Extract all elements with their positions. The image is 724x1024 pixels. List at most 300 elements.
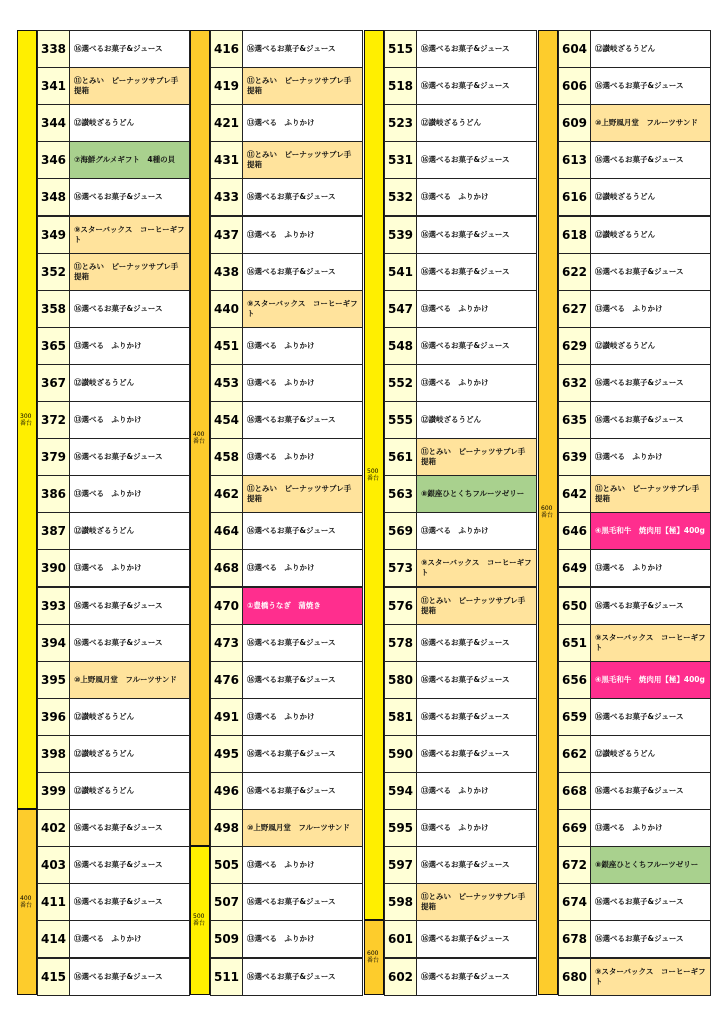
prize-name [243, 217, 362, 253]
prize-row [558, 512, 711, 550]
prize-row [558, 661, 711, 699]
ticket-number: 606 [559, 68, 591, 104]
prize-name [417, 254, 536, 290]
range-band [190, 30, 210, 846]
ticket-number: 650 [559, 588, 591, 624]
prize-name [70, 773, 189, 809]
prize-name [70, 365, 189, 401]
prize-row [37, 30, 190, 68]
ticket-number: 411 [38, 884, 70, 920]
ticket-number: 341 [38, 68, 70, 104]
ticket-number: 419 [211, 68, 243, 104]
prize-name-text: ⑯選べるお菓子&ジュース [247, 44, 336, 54]
prize-name [70, 179, 189, 215]
prize-row [384, 216, 537, 254]
ticket-number: 393 [38, 588, 70, 624]
prize-name [591, 402, 710, 438]
ticket-number: 464 [211, 513, 243, 549]
prize-row [37, 253, 190, 291]
prize-row [558, 958, 711, 996]
range-band-label: 300番台 [20, 412, 33, 427]
prize-name [243, 959, 362, 995]
prize-name-text: ⑪とみい ピーナッツサブレ手提箱 [247, 150, 352, 170]
prize-name-text: ⑬選べる ふりかけ [247, 229, 315, 239]
prize-row [384, 512, 537, 550]
prize-row [384, 290, 537, 328]
ticket-number: 604 [559, 31, 591, 67]
prize-row [210, 141, 363, 179]
prize-row [384, 178, 537, 216]
prize-row [210, 735, 363, 773]
ticket-number: 379 [38, 439, 70, 475]
prize-row [384, 920, 537, 958]
prize-name-text: ⑯選べるお菓子&ジュース [74, 637, 163, 647]
ticket-number: 548 [385, 328, 417, 364]
prize-name-text: ⑬選べる ふりかけ [74, 934, 142, 944]
prize-name-text: ⑪とみい ピーナッツサブレ手提箱 [247, 484, 352, 504]
prize-name [591, 142, 710, 178]
ticket-number: 563 [385, 476, 417, 512]
prize-name-text: ⑯選べるお菓子&ジュース [421, 748, 510, 758]
ticket-number: 674 [559, 884, 591, 920]
prize-name-text: ④黒毛和牛 焼肉用【極】400g [595, 526, 705, 536]
prize-row [384, 141, 537, 179]
ticket-number: 662 [559, 736, 591, 772]
ticket-number: 629 [559, 328, 591, 364]
prize-name [591, 699, 710, 735]
prize-name [417, 736, 536, 772]
prize-name [417, 402, 536, 438]
prize-name-text: ⑫讃岐ざるうどん [421, 118, 481, 128]
ticket-number: 491 [211, 699, 243, 735]
ticket-number: 581 [385, 699, 417, 735]
prize-name-text: ⑯選べるお菓子&ジュース [421, 860, 510, 870]
prize-name-text: ⑯選べるお菓子&ジュース [595, 897, 684, 907]
prize-name-text: ⑯選べるお菓子&ジュース [74, 192, 163, 202]
prize-name [70, 217, 189, 253]
prize-row [384, 104, 537, 142]
prize-row [558, 67, 711, 105]
prize-name [243, 736, 362, 772]
prize-name [417, 588, 536, 624]
prize-name [417, 810, 536, 846]
prize-row [210, 178, 363, 216]
ticket-number: 680 [559, 959, 591, 995]
prize-name-text: ⑨スターバックス コーヒーギフト [595, 632, 706, 652]
prize-name-text: ⑯選べるお菓子&ジュース [421, 155, 510, 165]
prize-name-text: ⑪とみい ピーナッツサブレ手提箱 [247, 76, 352, 96]
prize-name [417, 142, 536, 178]
prize-row [384, 846, 537, 884]
prize-name-text: ⑬選べる ふりかけ [74, 563, 142, 573]
ticket-number: 672 [559, 847, 591, 883]
ticket-number: 547 [385, 291, 417, 327]
prize-name-text: ⑯選べるお菓子&ジュース [247, 897, 336, 907]
prize-name [70, 662, 189, 698]
prize-name-text: ⑬選べる ふりかけ [421, 377, 489, 387]
prize-row [210, 661, 363, 699]
ticket-number: 421 [211, 105, 243, 141]
prize-name [591, 254, 710, 290]
prize-name-text: ⑯選べるお菓子&ジュース [247, 526, 336, 536]
prize-row [558, 772, 711, 810]
prize-row [210, 253, 363, 291]
prize-name-text: ⑬選べる ふりかけ [247, 711, 315, 721]
prize-name [70, 254, 189, 290]
prize-name-text: ⑫讃岐ざるうどん [421, 415, 481, 425]
prize-name [591, 291, 710, 327]
prize-name [243, 625, 362, 661]
prize-name-text: ⑬選べる ふりかけ [595, 452, 663, 462]
prize-row [210, 290, 363, 328]
prize-name [243, 105, 362, 141]
prize-row [558, 920, 711, 958]
ticket-number: 402 [38, 810, 70, 846]
prize-name-text: ⑩上野風月堂 フルーツサンド [74, 674, 177, 684]
prize-name-text: ⑫讃岐ざるうどん [595, 44, 655, 54]
prize-name-text: ⑯選べるお菓子&ジュース [74, 303, 163, 313]
prize-row [210, 883, 363, 921]
prize-row [558, 883, 711, 921]
ticket-number: 505 [211, 847, 243, 883]
prize-name-text: ⑯選べるお菓子&ジュース [74, 823, 163, 833]
prize-name-text: ⑯選べるお菓子&ジュース [421, 637, 510, 647]
prize-row [210, 958, 363, 996]
range-band [538, 30, 558, 995]
prize-name [417, 884, 536, 920]
range-band [17, 809, 37, 995]
prize-row [384, 401, 537, 439]
prize-name [591, 31, 710, 67]
prize-name-text: ⑬選べる ふりかけ [421, 192, 489, 202]
prize-name-text: ⑨スターバックス コーヒーギフト [595, 966, 706, 986]
prize-name [70, 921, 189, 957]
prize-name [70, 439, 189, 475]
ticket-number: 573 [385, 550, 417, 586]
prize-name [243, 847, 362, 883]
prize-name [591, 179, 710, 215]
prize-name-text: ⑫讃岐ざるうどん [74, 377, 134, 387]
prize-name-text: ⑯選べるお菓子&ジュース [595, 81, 684, 91]
prize-name-text: ⑬選べる ふりかけ [74, 340, 142, 350]
prize-name [417, 773, 536, 809]
prize-name [243, 328, 362, 364]
prize-row [37, 104, 190, 142]
prize-row [37, 475, 190, 513]
ticket-number: 590 [385, 736, 417, 772]
prize-name-text: ⑬選べる ふりかけ [595, 303, 663, 313]
prize-row [37, 178, 190, 216]
ticket-number: 470 [211, 588, 243, 624]
ticket-number: 349 [38, 217, 70, 253]
prize-name-text: ⑧銀座ひとくちフルーツゼリー [595, 860, 699, 870]
prize-name [70, 588, 189, 624]
ticket-number: 348 [38, 179, 70, 215]
ticket-number: 598 [385, 884, 417, 920]
prize-name [243, 142, 362, 178]
prize-name [243, 773, 362, 809]
prize-name [417, 662, 536, 698]
prize-name-text: ⑯選べるお菓子&ジュース [74, 897, 163, 907]
ticket-number: 509 [211, 921, 243, 957]
prize-row [210, 809, 363, 847]
prize-row [384, 253, 537, 291]
prize-row [558, 364, 711, 402]
prize-row [558, 438, 711, 476]
prize-row [384, 549, 537, 587]
prize-row [37, 364, 190, 402]
prize-name [417, 365, 536, 401]
prize-row [558, 624, 711, 662]
prize-row [558, 141, 711, 179]
prize-name-text: ⑯選べるお菓子&ジュース [421, 266, 510, 276]
prize-row [37, 549, 190, 587]
prize-row [558, 104, 711, 142]
prize-row [210, 772, 363, 810]
prize-name-text: ⑯選べるお菓子&ジュース [247, 786, 336, 796]
prize-row [37, 846, 190, 884]
ticket-number: 595 [385, 810, 417, 846]
ticket-number: 541 [385, 254, 417, 290]
prize-name-text: ⑪とみい ピーナッツサブレ手提箱 [74, 261, 179, 281]
prize-name-text: ⑯選べるお菓子&ジュース [74, 600, 163, 610]
prize-name [70, 105, 189, 141]
prize-name [70, 68, 189, 104]
prize-name-text: ⑯選べるお菓子&ジュース [247, 415, 336, 425]
prize-name [591, 773, 710, 809]
ticket-number: 387 [38, 513, 70, 549]
prize-name [70, 810, 189, 846]
ticket-number: 476 [211, 662, 243, 698]
prize-name [417, 105, 536, 141]
prize-name-text: ⑯選べるお菓子&ジュース [595, 711, 684, 721]
prize-name [591, 959, 710, 995]
prize-name-text: ⑬選べる ふりかけ [421, 303, 489, 313]
prize-name [591, 513, 710, 549]
prize-name [417, 328, 536, 364]
prize-name [417, 217, 536, 253]
ticket-number: 651 [559, 625, 591, 661]
ticket-number: 416 [211, 31, 243, 67]
prize-row [37, 327, 190, 365]
prize-name-text: ⑫讃岐ざるうどん [595, 748, 655, 758]
prize-name [591, 328, 710, 364]
prize-name [243, 476, 362, 512]
ticket-number: 398 [38, 736, 70, 772]
prize-name [591, 365, 710, 401]
prize-name-text: ①豊橋うなぎ 蒲焼き [247, 600, 321, 610]
ticket-number: 468 [211, 550, 243, 586]
prize-name-text: ⑯選べるお菓子&ジュース [595, 155, 684, 165]
prize-row [384, 809, 537, 847]
prize-name-text: ⑩上野風月堂 フルーツサンド [595, 118, 698, 128]
prize-name [243, 402, 362, 438]
ticket-number: 594 [385, 773, 417, 809]
ticket-number: 601 [385, 921, 417, 957]
prize-name [243, 662, 362, 698]
prize-row [37, 920, 190, 958]
ticket-number: 358 [38, 291, 70, 327]
ticket-number: 495 [211, 736, 243, 772]
prize-name [70, 291, 189, 327]
ticket-number: 602 [385, 959, 417, 995]
prize-row [384, 883, 537, 921]
prize-name-text: ⑦海鮮グルメギフト 4種の貝 [74, 155, 176, 165]
prize-name-text: ⑫讃岐ざるうどん [74, 711, 134, 721]
prize-row [37, 401, 190, 439]
prize-name-text: ⑬選べる ふりかけ [74, 415, 142, 425]
prize-name [417, 625, 536, 661]
prize-name [243, 588, 362, 624]
prize-name [417, 847, 536, 883]
ticket-number: 613 [559, 142, 591, 178]
prize-name-text: ⑫讃岐ざるうどん [74, 748, 134, 758]
ticket-number: 498 [211, 810, 243, 846]
prize-name-text: ⑯選べるお菓子&ジュース [595, 934, 684, 944]
prize-row [558, 735, 711, 773]
prize-name-text: ⑯選べるお菓子&ジュース [595, 377, 684, 387]
prize-name [591, 921, 710, 957]
prize-row [558, 30, 711, 68]
prize-name-text: ⑨スターバックス コーヒーギフト [421, 558, 532, 578]
range-band-label: 600番台 [367, 950, 380, 965]
prize-name [591, 105, 710, 141]
ticket-number: 507 [211, 884, 243, 920]
prize-row [37, 624, 190, 662]
prize-name-text: ⑨スターバックス コーヒーギフト [74, 224, 185, 244]
prize-name [70, 625, 189, 661]
prize-name [243, 513, 362, 549]
ticket-number: 576 [385, 588, 417, 624]
prize-name [591, 68, 710, 104]
prize-name [417, 439, 536, 475]
prize-name-text: ⑬選べる ふりかけ [247, 860, 315, 870]
prize-name-text: ⑪とみい ピーナッツサブレ手提箱 [421, 595, 526, 615]
prize-name-text: ⑯選べるお菓子&ジュース [421, 674, 510, 684]
prize-name-text: ⑫讃岐ざるうどん [74, 786, 134, 796]
ticket-number: 523 [385, 105, 417, 141]
prize-name [591, 662, 710, 698]
prize-name-text: ⑬選べる ふりかけ [247, 934, 315, 944]
prize-name [70, 513, 189, 549]
prize-name [417, 550, 536, 586]
prize-row [37, 883, 190, 921]
ticket-number: 338 [38, 31, 70, 67]
ticket-number: 518 [385, 68, 417, 104]
prize-row [558, 253, 711, 291]
prize-name [591, 625, 710, 661]
range-band-label: 400番台 [20, 894, 33, 909]
prize-name-text: ⑯選べるお菓子&ジュース [421, 81, 510, 91]
prize-name [243, 550, 362, 586]
prize-name [70, 476, 189, 512]
prize-row [384, 587, 537, 625]
prize-name [417, 921, 536, 957]
prize-name [70, 736, 189, 772]
prize-name-text: ⑩上野風月堂 フルーツサンド [247, 823, 350, 833]
prize-name-text: ⑫讃岐ざるうどん [595, 340, 655, 350]
ticket-number: 415 [38, 959, 70, 995]
prize-name-text: ⑫讃岐ざるうどん [74, 526, 134, 536]
prize-name-text: ⑯選べるお菓子&ジュース [595, 600, 684, 610]
prize-row [384, 661, 537, 699]
prize-name [70, 699, 189, 735]
ticket-number: 365 [38, 328, 70, 364]
prize-row [558, 475, 711, 513]
prize-row [384, 958, 537, 996]
ticket-number: 578 [385, 625, 417, 661]
prize-row [384, 67, 537, 105]
prize-row [384, 772, 537, 810]
ticket-number: 403 [38, 847, 70, 883]
ticket-number: 431 [211, 142, 243, 178]
ticket-number: 580 [385, 662, 417, 698]
prize-row [558, 846, 711, 884]
prize-name [417, 291, 536, 327]
ticket-number: 616 [559, 179, 591, 215]
prize-row [210, 401, 363, 439]
prize-row [37, 698, 190, 736]
prize-name [417, 476, 536, 512]
prize-row [384, 30, 537, 68]
prize-name-text: ⑪とみい ピーナッツサブレ手提箱 [595, 484, 700, 504]
prize-name [591, 588, 710, 624]
prize-name-text: ⑯選べるお菓子&ジュース [247, 674, 336, 684]
prize-row [558, 587, 711, 625]
prize-name-text: ⑬選べる ふりかけ [247, 563, 315, 573]
ticket-number: 394 [38, 625, 70, 661]
ticket-number: 642 [559, 476, 591, 512]
prize-row [384, 327, 537, 365]
ticket-number: 649 [559, 550, 591, 586]
prize-name-text: ⑯選べるお菓子&ジュース [247, 266, 336, 276]
prize-row [558, 216, 711, 254]
prize-name [591, 884, 710, 920]
prize-name-text: ⑯選べるお菓子&ジュース [421, 971, 510, 981]
prize-row [37, 661, 190, 699]
ticket-number: 561 [385, 439, 417, 475]
prize-name-text: ⑬選べる ふりかけ [74, 489, 142, 499]
prize-row [558, 401, 711, 439]
prize-row [210, 587, 363, 625]
ticket-number: 539 [385, 217, 417, 253]
ticket-number: 496 [211, 773, 243, 809]
ticket-number: 515 [385, 31, 417, 67]
prize-name-text: ⑯選べるお菓子&ジュース [74, 860, 163, 870]
ticket-number: 473 [211, 625, 243, 661]
prize-name-text: ⑯選べるお菓子&ジュース [247, 192, 336, 202]
prize-name [243, 31, 362, 67]
prize-row [210, 846, 363, 884]
prize-row [558, 549, 711, 587]
ticket-number: 386 [38, 476, 70, 512]
prize-name-text: ⑬選べる ふりかけ [247, 340, 315, 350]
prize-name [243, 810, 362, 846]
prize-name-text: ⑫讃岐ざるうどん [595, 192, 655, 202]
ticket-number: 531 [385, 142, 417, 178]
ticket-number: 437 [211, 217, 243, 253]
prize-name [591, 217, 710, 253]
ticket-number: 440 [211, 291, 243, 327]
ticket-number: 344 [38, 105, 70, 141]
range-band [17, 30, 37, 809]
prize-row [37, 772, 190, 810]
ticket-number: 646 [559, 513, 591, 549]
prize-name [591, 736, 710, 772]
prize-name-text: ⑯選べるお菓子&ジュース [595, 266, 684, 276]
ticket-number: 346 [38, 142, 70, 178]
prize-name-text: ⑪とみい ピーナッツサブレ手提箱 [74, 76, 179, 96]
